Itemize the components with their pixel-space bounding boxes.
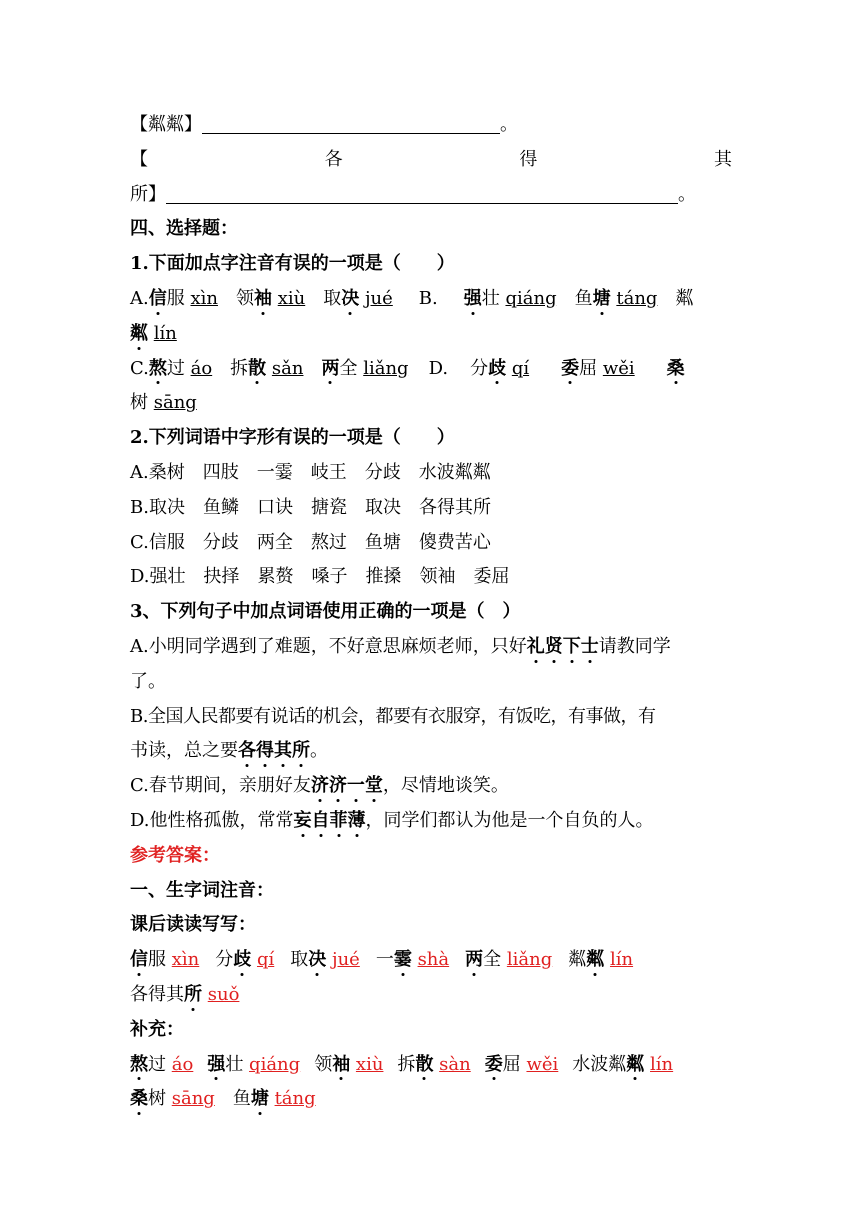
- dotted-char: 散: [248, 352, 266, 387]
- option-text: A.小明同学遇到了难题，不好意思麻烦老师，只好: [130, 635, 527, 657]
- question-2-option-d: D.强壮 抉择 累赘 嗓子 推搡 领袖 委屈: [130, 566, 510, 588]
- question-1-options-cd: [130, 352, 732, 387]
- dotted-char: 两: [465, 943, 483, 978]
- period: 。: [678, 183, 696, 205]
- plain-char: 树: [148, 1088, 166, 1110]
- option-text: C.春节期间，亲朋好友: [130, 775, 311, 797]
- plain-char: 领: [314, 1053, 333, 1075]
- bracket-char: 【: [130, 148, 148, 170]
- question-2-option-b: B.取决 鱼鳞 口诀 搪瓷 取决 各得其所: [130, 496, 491, 518]
- pinyin: qiáng: [505, 287, 557, 309]
- dotted-char: 济: [311, 769, 329, 804]
- answers-row-1: [130, 943, 732, 978]
- option-label: A.: [130, 287, 149, 309]
- pinyin: xiù: [355, 1053, 384, 1075]
- dotted-char: 粼: [586, 943, 604, 978]
- option-text: 。: [310, 740, 328, 762]
- question-1-options-ab: [130, 282, 732, 317]
- dotted-char: 歧: [488, 352, 506, 387]
- plain-char: 全: [339, 357, 358, 379]
- dotted-char: 委: [485, 1048, 503, 1083]
- dotted-char: 粼: [626, 1048, 644, 1083]
- plain-chars: 各得其: [130, 983, 184, 1005]
- plain-char: 取: [290, 949, 309, 971]
- dotted-phrase: [238, 740, 310, 761]
- question-3-option-b: B.全国人民都要有说话的机会，都要有衣服穿，有饭吃，有事做，有: [130, 705, 656, 727]
- option-text: D.他性格孤傲，常常: [130, 809, 294, 831]
- dotted-char: 决: [308, 943, 326, 978]
- dotted-char: 其: [274, 734, 292, 769]
- option-label: B.: [418, 287, 438, 309]
- option-text: ，尽情地谈笑。: [382, 775, 509, 797]
- pinyin: qí: [256, 949, 275, 971]
- plain-char: 粼: [568, 949, 587, 971]
- plain-char: 分: [470, 357, 489, 379]
- option-text: 请教同学: [598, 635, 671, 657]
- dotted-phrase: [311, 775, 383, 796]
- dotted-char: 粼: [130, 317, 148, 352]
- dotted-char: 一: [347, 769, 365, 804]
- dotted-char: 信: [130, 943, 148, 978]
- dotted-char: 济: [329, 769, 347, 804]
- question-1-option-d-cont: [130, 386, 732, 421]
- pinyin: xiù: [277, 287, 306, 309]
- option-text: 书读，总之要: [130, 740, 238, 762]
- dotted-char: 霎: [394, 943, 412, 978]
- fill-term: 【粼粼】: [130, 114, 202, 135]
- dotted-char: 歧: [233, 943, 251, 978]
- fill-line-2: [130, 143, 732, 178]
- pinyin: jué: [332, 949, 360, 971]
- dotted-phrase: [527, 636, 599, 657]
- dotted-char: 塘: [593, 282, 611, 317]
- pinyin: lín: [650, 1053, 674, 1075]
- pinyin: áo: [171, 1053, 194, 1075]
- dotted-char: 熬: [149, 352, 167, 387]
- dotted-char: 强: [207, 1048, 225, 1083]
- pinyin: liǎng: [506, 949, 553, 971]
- plain-char: 鱼: [232, 1088, 251, 1110]
- question-3-option-d: [130, 804, 732, 839]
- dotted-char: 得: [256, 734, 274, 769]
- dotted-char: 自: [312, 804, 330, 839]
- pinyin: lín: [609, 949, 634, 971]
- pinyin: táng: [274, 1088, 316, 1110]
- answers-row-4: [130, 1082, 732, 1117]
- plain-char: 拆: [230, 357, 249, 379]
- dotted-char: 下: [563, 630, 581, 665]
- dotted-char: 委: [561, 352, 579, 387]
- pinyin: áo: [190, 357, 213, 379]
- term-char: 其: [713, 148, 732, 170]
- pinyin: qiáng: [249, 1053, 301, 1075]
- option-text: ，同学们都认为他是一个自负的人。: [365, 809, 654, 831]
- pinyin: sāng: [153, 392, 197, 414]
- dotted-char: 桑: [130, 1082, 148, 1117]
- pinyin: suǒ: [207, 983, 240, 1005]
- option-label: C.: [130, 357, 149, 379]
- pinyin: shà: [417, 949, 450, 971]
- plain-char: 屈: [502, 1053, 521, 1075]
- dotted-char: 所: [292, 734, 310, 769]
- section-heading: 四、选择题：: [130, 218, 238, 240]
- dotted-char: 强: [464, 282, 482, 317]
- question-3-option-c: [130, 769, 732, 804]
- dotted-char: 熬: [130, 1048, 148, 1083]
- pinyin: lín: [153, 322, 177, 344]
- plain-char: 一: [375, 949, 394, 971]
- plain-char: 屈: [579, 357, 598, 379]
- plain-char: 全: [483, 949, 502, 971]
- question-3-option-a: [130, 630, 732, 665]
- dotted-char: 礼: [527, 630, 545, 665]
- dotted-char: 决: [341, 282, 359, 317]
- plain-char: 壮: [225, 1053, 244, 1075]
- dotted-phrase: [294, 810, 366, 831]
- answers-row-2: [130, 978, 732, 1013]
- term-char: 各: [324, 148, 343, 170]
- plain-char: 树: [130, 392, 148, 414]
- plain-char: 拆: [397, 1053, 416, 1075]
- dotted-char: 菲: [330, 804, 348, 839]
- question-2-stem: 2.下列词语中字形有误的一项是（ ）: [130, 427, 455, 449]
- question-3-stem: 3、下列句子中加点词语使用正确的一项是（ ）: [130, 601, 521, 623]
- answers-section-1: 一、生字词注音：: [130, 879, 274, 901]
- pinyin: wěi: [526, 1053, 559, 1075]
- dotted-char: 信: [149, 282, 167, 317]
- pinyin: táng: [616, 287, 658, 309]
- answers-heading: 参考答案：: [130, 844, 220, 866]
- question-3-option-a-cont: 了。: [130, 670, 166, 692]
- plain-chars: 水波粼: [572, 1053, 627, 1075]
- plain-char: 过: [166, 357, 185, 379]
- dotted-char: 塘: [251, 1082, 269, 1117]
- pinyin: sāng: [171, 1088, 215, 1110]
- answer-blank[interactable]: [166, 181, 678, 204]
- option-label: D.: [428, 357, 449, 379]
- question-2-option-a: A.桑树 四肢 一霎 岐王 分歧 水波粼粼: [130, 461, 491, 483]
- period: 。: [500, 114, 518, 135]
- pinyin: sǎn: [271, 357, 304, 379]
- pinyin: xìn: [190, 287, 218, 309]
- dotted-char: 袖: [332, 1048, 350, 1083]
- dotted-char: 桑: [667, 352, 685, 387]
- answers-subheading-2: 补充：: [130, 1018, 184, 1040]
- dotted-char: 各: [238, 734, 256, 769]
- plain-char: 鱼: [574, 287, 593, 309]
- dotted-char: 袖: [254, 282, 272, 317]
- dotted-char: 贤: [545, 630, 563, 665]
- plain-char: 分: [215, 949, 234, 971]
- dotted-char: 散: [415, 1048, 433, 1083]
- plain-char: 服: [148, 949, 166, 971]
- plain-char: 粼: [675, 287, 694, 309]
- answers-row-3: [130, 1048, 732, 1083]
- dotted-char: 两: [321, 352, 339, 387]
- dotted-char: 堂: [365, 769, 383, 804]
- answers-subheading-1: 课后读读写写：: [130, 914, 256, 936]
- fill-line-1: [130, 108, 732, 143]
- question-1-stem: 1.下面加点字注音有误的一项是（ ）: [130, 253, 455, 275]
- pinyin: wěi: [602, 357, 635, 379]
- pinyin: sàn: [439, 1053, 471, 1075]
- term-char: 得: [519, 148, 538, 170]
- dotted-char: 所: [184, 978, 202, 1013]
- dotted-char: 士: [581, 630, 599, 665]
- question-2-option-c: C.信服 分歧 两全 熬过 鱼塘 傻费苦心: [130, 531, 491, 553]
- pinyin: liǎng: [363, 357, 409, 379]
- plain-char: 过: [148, 1053, 166, 1075]
- pinyin: jué: [364, 287, 393, 309]
- question-1-option-b-cont: [130, 317, 732, 352]
- plain-char: 取: [323, 287, 342, 309]
- document-content: [130, 108, 732, 1117]
- fill-line-3: [130, 178, 732, 213]
- plain-char: 壮: [481, 287, 500, 309]
- plain-char: 服: [166, 287, 185, 309]
- pinyin: xìn: [171, 949, 200, 971]
- pinyin: qí: [511, 357, 530, 379]
- plain-char: 领: [235, 287, 254, 309]
- answer-blank[interactable]: [202, 111, 500, 134]
- dotted-char: 薄: [348, 804, 366, 839]
- fill-term-end: 所】: [130, 183, 166, 205]
- dotted-char: 妄: [294, 804, 312, 839]
- question-3-option-b-cont: [130, 734, 732, 769]
